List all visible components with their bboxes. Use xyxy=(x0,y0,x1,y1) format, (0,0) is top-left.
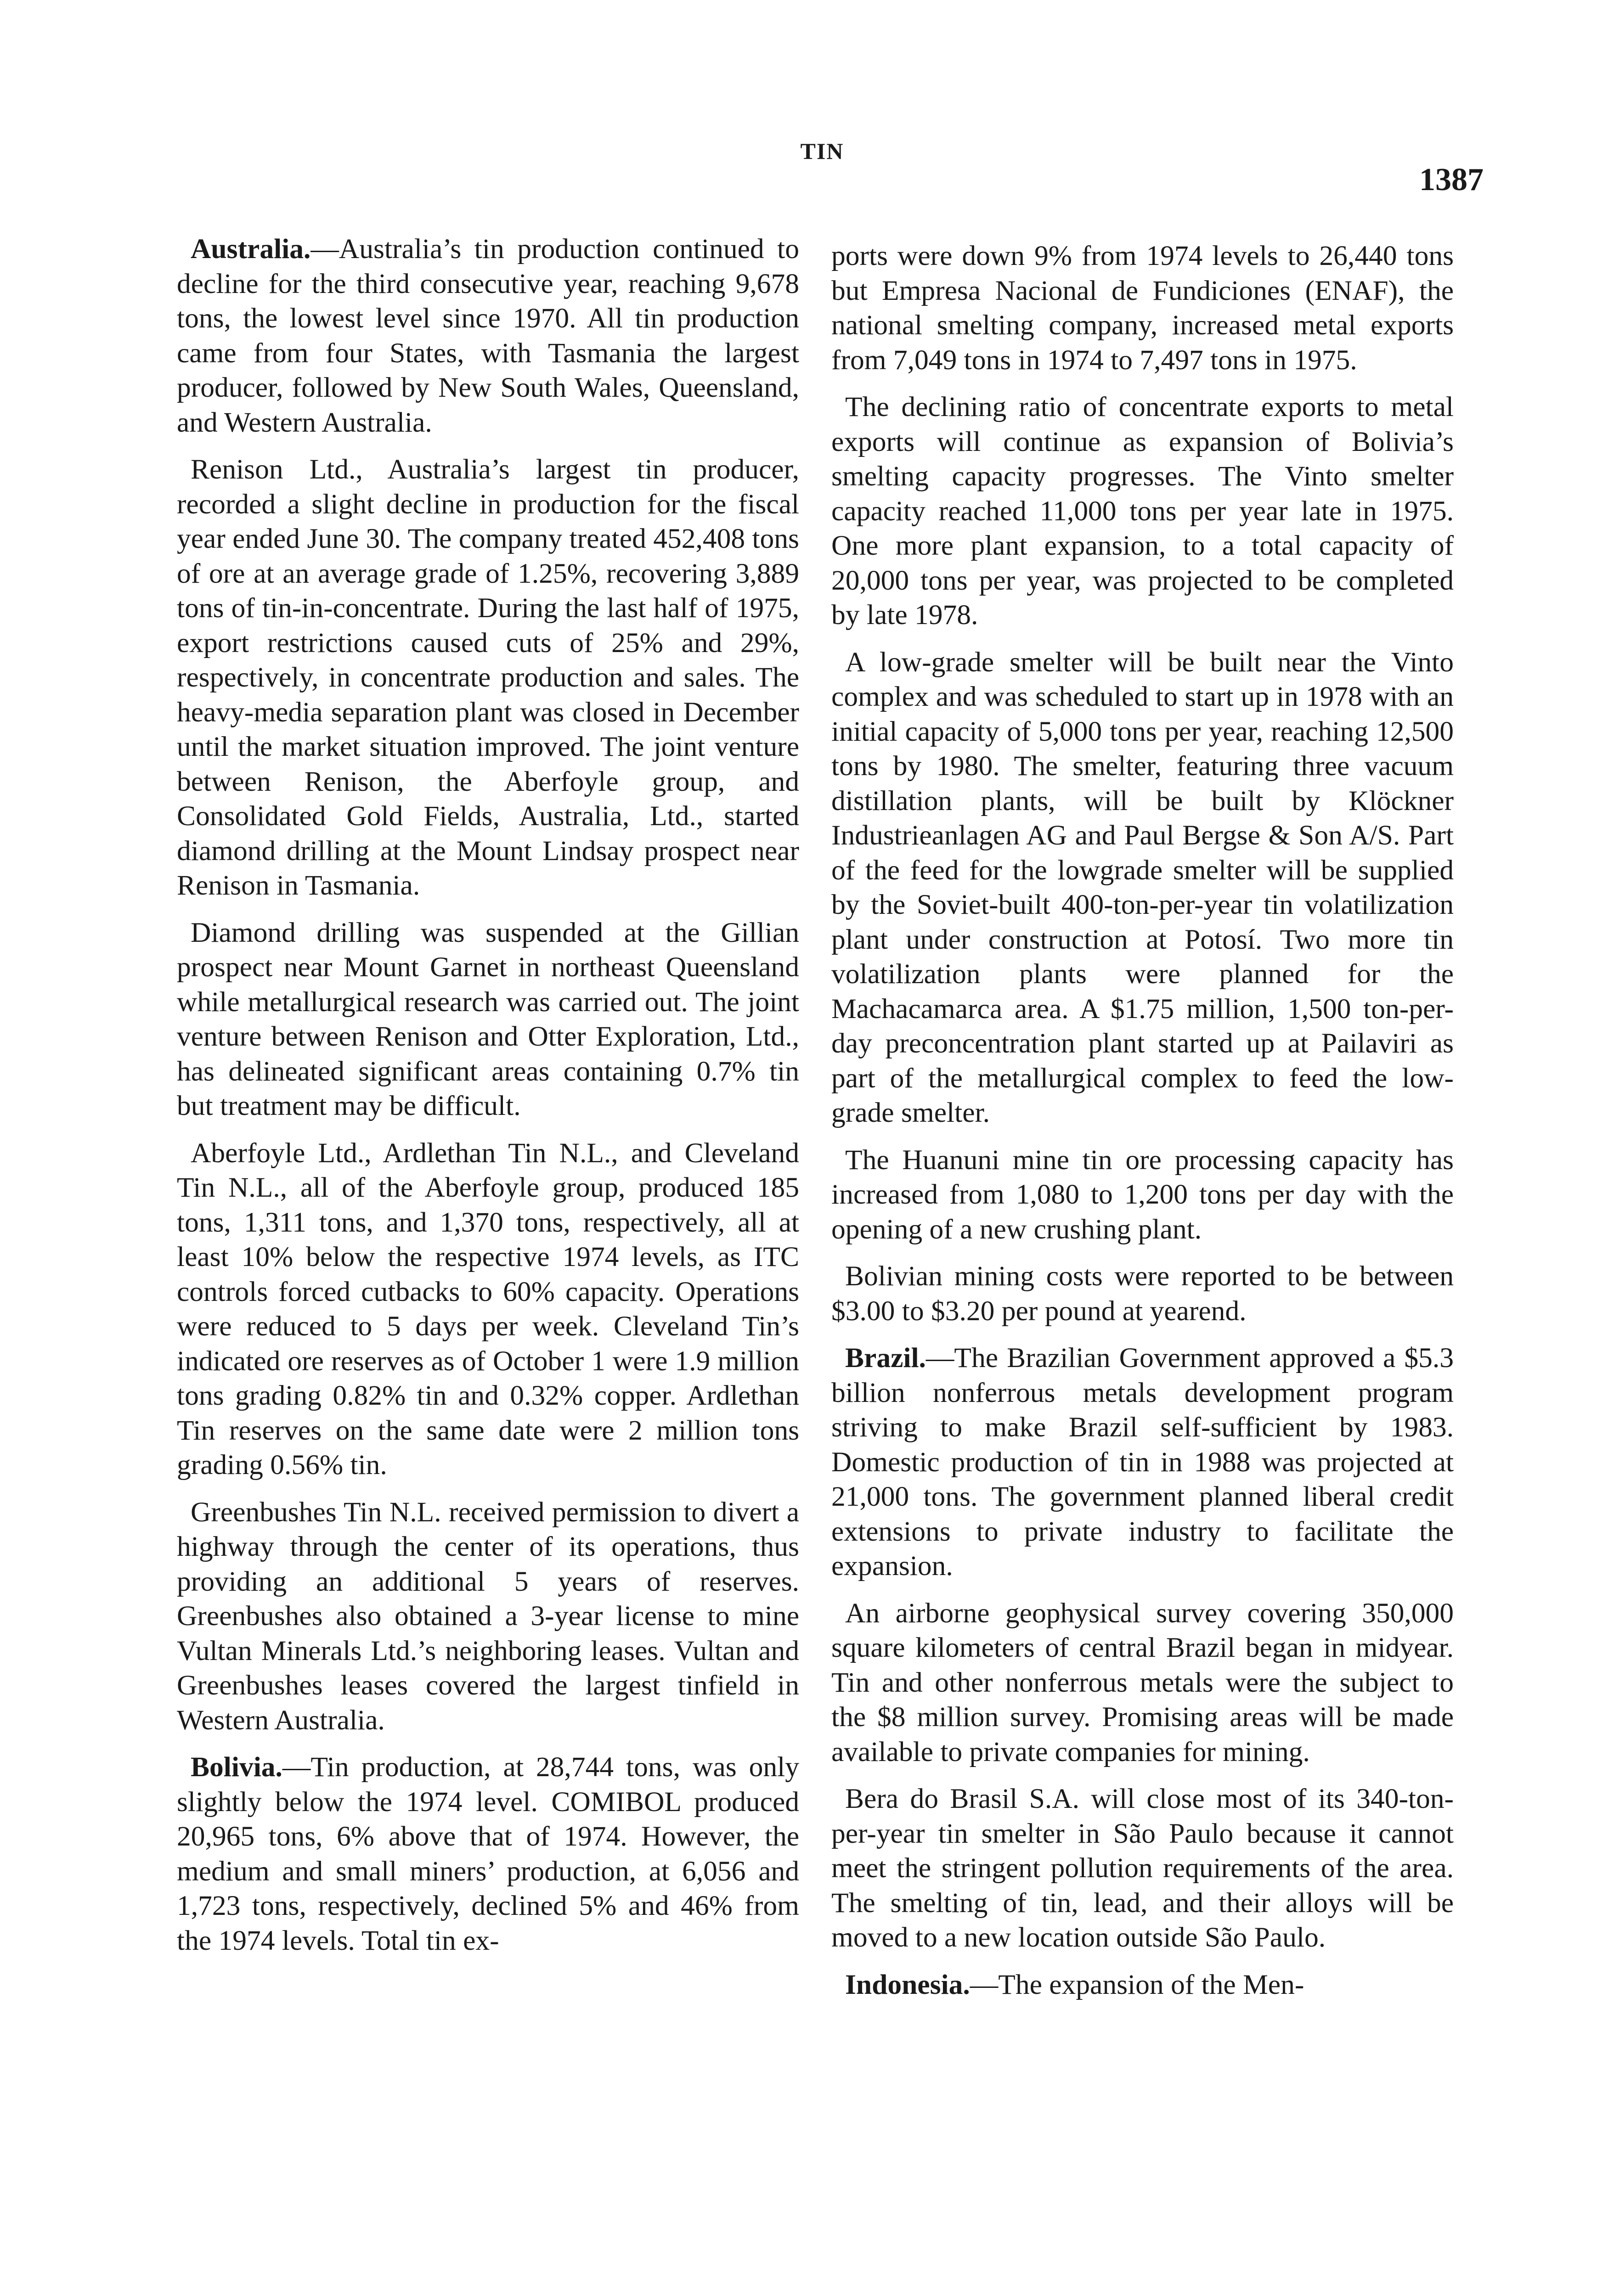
paragraph-australia xyxy=(177,232,799,440)
paragraph-bera-do-brasil: Bera do Brasil S.A. will close most of its 340-ton-per-year tin smelter in São Paulo because it cannot meet the stringent pollution requirements of the area. The smelting of tin, lead, and their alloys will be moved to a new location outside São Paulo. xyxy=(831,1783,1454,1953)
page-number: 1387 xyxy=(1419,162,1484,197)
paragraph-indonesia xyxy=(831,1968,1454,2003)
right-column xyxy=(831,239,1454,2015)
paragraph-exports-continued: ports were down 9% from 1974 levels to 26,440 tons but Empresa Nacional de Fundiciones (ENAF), the national smelting company, increased metal exports from 7,049 tons in 1974 to 7,497 tons in 1975. xyxy=(831,240,1454,376)
paragraph-geophysical-survey: An airborne geophysical survey covering 350,000 square kilometers of central Brazil began in midyear. Tin and other nonferrous metals were the subject to the $8 million survey. Promising areas will be made available to private companies for mining. xyxy=(831,1597,1454,1767)
paragraph-text: —The Brazilian Government approved a $5.3 billion nonferrous metals development program striving to make Brazil self-sufficient by 1983. Domestic production of tin in 1988 was projected at 21,000 tons. The government planned liberal credit extensions to private industry to facilitate the expansion. xyxy=(831,1342,1454,1581)
section-heading-bolivia: Bolivia. xyxy=(191,1751,282,1783)
paragraph-text: —Tin production, at 28,744 tons, was only slightly below the 1974 level. COMIBOL produced 20,965 tons, 6% above that of 1974. However, the medium and small miners’ production, at 6,056 and 1,723 tons, respectively, declined 5% and 46% from the 1974 levels. Total tin ex- xyxy=(177,1751,799,1956)
section-heading-brazil: Brazil. xyxy=(845,1342,926,1373)
paragraph-aberfoyle: Aberfoyle Ltd., Ardlethan Tin N.L., and Cleveland Tin N.L., all of the Aberfoyle group, produced 185 tons, 1,311 tons, and 1,370 tons, respectively, all at least 10% below the respective 1974 levels, as ITC controls forced cutbacks to 60% capacity. Operations were reduced to 5 days per week. Cleveland Tin’s indicated ore reserves as of October 1 were 1.9 million tons grading 0.82% tin and 0.32% copper. Ardlethan Tin reserves on the same date were 2 million tons grading 0.56% tin. xyxy=(177,1137,799,1480)
paragraph-text: —The expansion of the Men- xyxy=(970,1969,1304,2000)
paragraph-gillian: Diamond drilling was suspended at the Gillian prospect near Mount Garnet in northeast Queensland while metallurgical research was carried out. The joint venture between Renison and Otter Exploration, Ltd., has delineated significant areas containing 0.7% tin but treatment may be difficult. xyxy=(177,917,799,1121)
paragraph-bolivia xyxy=(177,1750,799,1958)
paragraph-text: —Australia’s tin production continued to decline for the third consecutive year, reaching 9,678 tons, the lowest level since 1970. All tin production came from four States, with Tasmania the largest producer, followed by New South Wales, Queensland, and Western Australia. xyxy=(177,233,799,438)
running-head: TIN xyxy=(800,138,844,164)
section-heading-australia: Australia. xyxy=(191,233,311,264)
paragraph-mining-costs: Bolivian mining costs were reported to be between $3.00 to $3.20 per pound at yearend. xyxy=(831,1261,1454,1327)
paragraph-concentrate-ratio: The declining ratio of concentrate exports to metal exports will continue as expansion of Bolivia’s smelting capacity progresses. The Vinto smelter capacity reached 11,000 tons per year late in 1975. One more plant expansion, to a total capacity of 20,000 tons per year, was projected to be completed by late 1978. xyxy=(831,391,1454,630)
paragraph-huanuni: The Huanuni mine tin ore processing capacity has increased from 1,080 to 1,200 tons per day with the opening of a new crushing plant. xyxy=(831,1144,1454,1245)
paragraph-brazil xyxy=(831,1341,1454,1584)
paragraph-greenbushes: Greenbushes Tin N.L. received permission to divert a highway through the center of its operations, thus providing an additional 5 years of reserves. Greenbushes also obtained a 3-year license to mine Vultan Minerals Ltd.’s neighboring leases. Vultan and Greenbushes leases covered the largest tinfield in Western Australia. xyxy=(177,1496,799,1736)
left-column xyxy=(177,232,799,1970)
paragraph-low-grade-smelter: A low-grade smelter will be built near the Vinto complex and was scheduled to start up in 1978 with an initial capacity of 5,000 tons per year, reaching 12,500 tons by 1980. The smelter, featuring three vacuum distillation plants, will be built by Klöckner Industrieanlagen AG and Paul Bergse & Son A/S. Part of the feed for the lowgrade smelter will be supplied by the Soviet-built 400-ton-per-year tin volatilization plant under construction at Potosí. Two more tin volatilization plants were planned for the Machacamarca area. A $1.75 million, 1,500 ton-per-day preconcentration plant started up at Pailaviri as part of the metallurgical complex to feed the low-grade smelter. xyxy=(831,646,1454,1128)
section-heading-indonesia: Indonesia. xyxy=(845,1969,970,2000)
paragraph-renison: Renison Ltd., Australia’s largest tin producer, recorded a slight decline in production for the fiscal year ended June 30. The company treated 452,408 tons of ore at an average grade of 1.25%, recovering 3,889 tons of tin-in-concentrate. During the last half of 1975, export restrictions caused cuts of 25% and 29%, respectively, in concentrate production and sales. The heavy-media separation plant was closed in December until the market situation improved. The joint venture between Renison, the Aberfoyle group, and Consolidated Gold Fields, Australia, Ltd., started diamond drilling at the Mount Lindsay prospect near Renison in Tasmania. xyxy=(177,454,799,901)
